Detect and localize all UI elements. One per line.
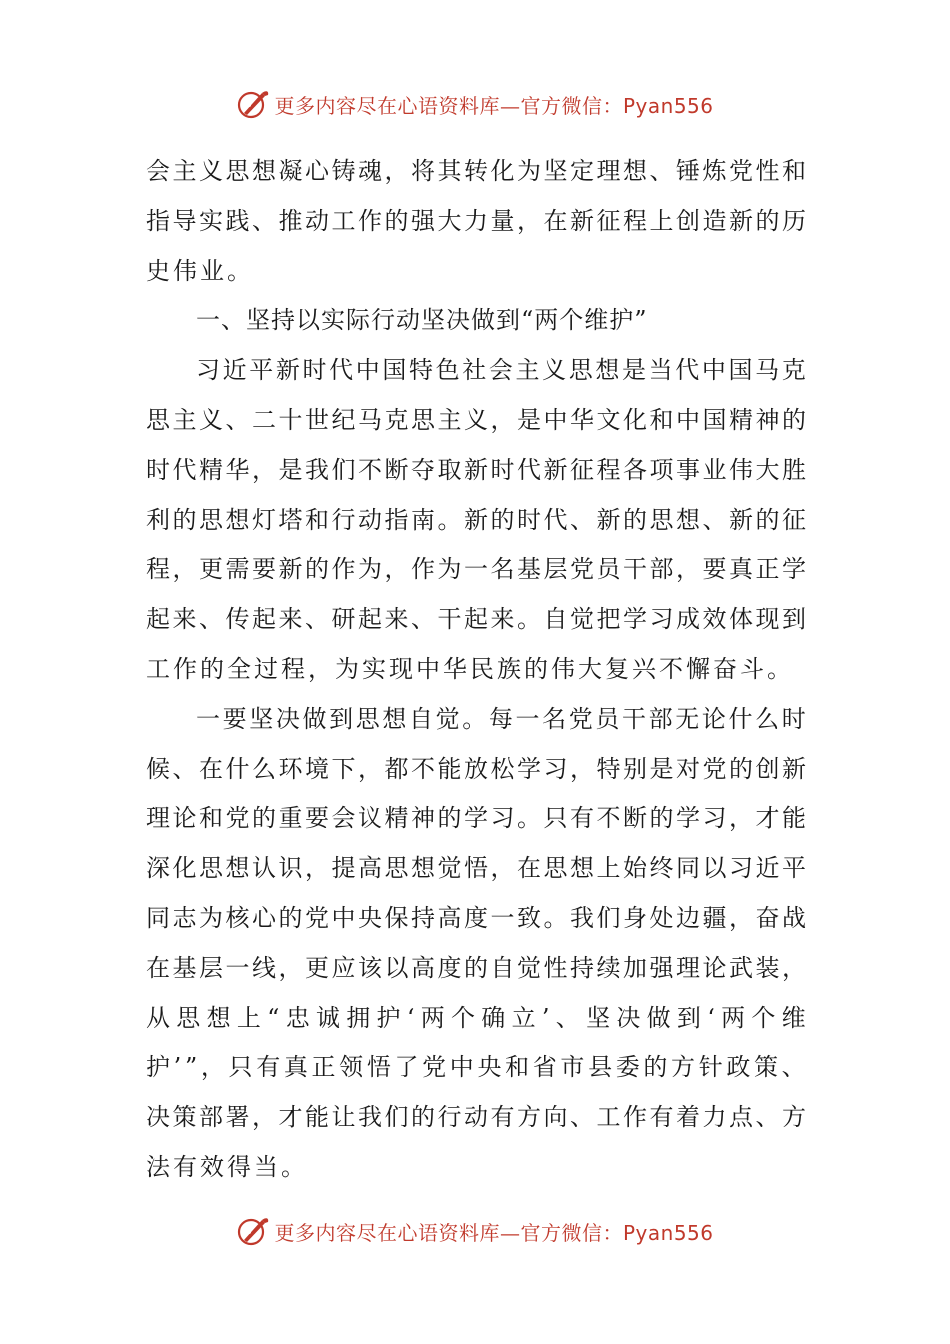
watermark-header [0, 84, 950, 124]
document-body [146, 147, 806, 1193]
text-line: 思 主 义 、 二 十 世 纪 马 克 思 主 义 ， 是 中 华 文 化 和 中 国 精 神 的 [146, 405, 806, 434]
text-line: 史伟业。 [146, 256, 254, 285]
watermark-wechat-label: 官方微信： [520, 1220, 623, 1245]
watermark-wechat-label: 官方微信： [520, 93, 623, 118]
text-line: 起 来 、 传 起 来 、 研 起 来 、 干 起 来 。 自 觉 把 学 习 成 效 体 现 到 [146, 605, 806, 634]
text-line: 工作的全过程，为实现中华民族的伟大复兴不懈奋斗。 [146, 654, 794, 683]
text-line: 深 化 思 想 认 识 ， 提 高 思 想 觉 悟 ， 在 思 想 上 始 终 同 以 习 近 平 [146, 854, 806, 883]
text-line: 程 ， 更 需 要 新 的 作 为 ， 作 为 一 名 基 层 党 员 干 部 ， 要 真 正 学 [146, 555, 806, 584]
text-line: 理 论 和 党 的 重 要 会 议 精 神 的 学 习 。 只 有 不 断 的 学 习 ， 才 能 [146, 804, 806, 833]
watermark-site-text: 更多内容尽在心语资料库 [274, 93, 500, 118]
watermark-separator: — [499, 1220, 521, 1245]
text-line: 护 ’ ” ， 只 有 真 正 领 悟 了 党 中 央 和 省 市 县 委 的 方 针 政 策 、 [146, 1053, 806, 1082]
text-line: 一 要 坚 决 做 到 思 想 自 觉 。 每 一 名 党 员 干 部 无 论 什 么 时 [196, 704, 806, 733]
text-line: 同 志 为 核 心 的 党 中 央 保 持 高 度 一 致 。 我 们 身 处 边 疆 ， 奋 战 [146, 903, 806, 932]
text-line: 在 基 层 一 线 ， 更 应 该 以 高 度 的 自 觉 性 持 续 加 强 理 论 武 装 ， [146, 953, 806, 982]
text-line: 决 策 部 署 ， 才 能 让 我 们 的 行 动 有 方 向 、 工 作 有 着 力 点 、 方 [146, 1103, 806, 1132]
watermark-footer [0, 1211, 950, 1251]
section-heading: 一、坚持以实际行动坚决做到“两个维护” [196, 306, 648, 335]
text-line: 从 思 想 上 “ 忠 诚 拥 护 ‘ 两 个 确 立 ’ 、 坚 决 做 到 ‘ 两 个 维 [146, 1003, 806, 1032]
text-line: 法有效得当。 [146, 1152, 308, 1181]
watermark-wechat-id: Pyan556 [622, 93, 714, 118]
quill-logo-icon [236, 87, 270, 121]
watermark-site-text: 更多内容尽在心语资料库 [274, 1220, 500, 1245]
text-line: 利 的 思 想 灯 塔 和 行 动 指 南 。 新 的 时 代 、 新 的 思 想 、 新 的 征 [146, 505, 806, 534]
text-line: 习 近 平 新 时 代 中 国 特 色 社 会 主 义 思 想 是 当 代 中 国 马 克 [196, 356, 806, 385]
text-line: 候 、 在 什 么 环 境 下 ， 都 不 能 放 松 学 习 ， 特 别 是 对 党 的 创 新 [146, 754, 806, 783]
watermark-wechat-id: Pyan556 [622, 1220, 714, 1245]
text-line: 指 导 实 践 、 推 动 工 作 的 强 大 力 量 ， 在 新 征 程 上 创 造 新 的 历 [146, 206, 806, 235]
watermark-separator: — [499, 93, 521, 118]
text-line: 时 代 精 华 ， 是 我 们 不 断 夺 取 新 时 代 新 征 程 各 项 事 业 伟 大 胜 [146, 455, 806, 484]
text-line: 会 主 义 思 想 凝 心 铸 魂 ， 将 其 转 化 为 坚 定 理 想 、 锤 炼 党 性 和 [146, 157, 806, 185]
quill-logo-icon [236, 1214, 270, 1248]
